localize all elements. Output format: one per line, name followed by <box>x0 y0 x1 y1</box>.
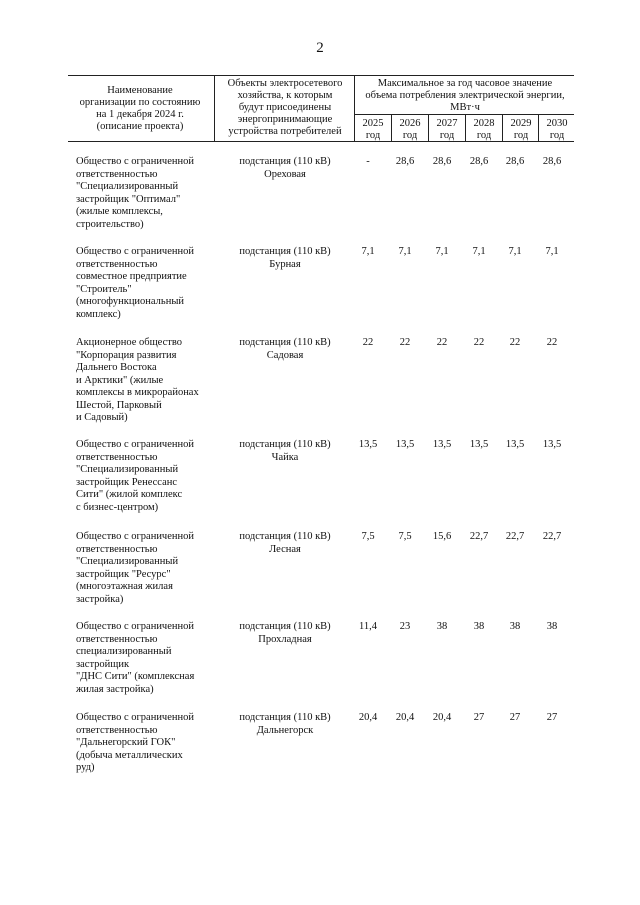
value-cell: 22 <box>436 337 448 348</box>
page-number: 2 <box>316 40 324 56</box>
organization-cell: Общество с ограниченной ответственностью "Специализированный застройщик "Оптимал" (жилые комплексы, строительство) <box>76 156 194 230</box>
value-cell: 27 <box>509 712 521 723</box>
value-cell: 13,5 <box>432 439 452 450</box>
value-cell: 22 <box>546 337 558 348</box>
grid-object-cell: подстанция (110 кВ) Бурная <box>239 246 331 270</box>
header-year: 2025 год <box>362 118 384 141</box>
value-cell: 20,4 <box>395 712 415 723</box>
grid-object-cell: подстанция (110 кВ) Прохладная <box>239 621 331 645</box>
value-cell: 7,1 <box>361 246 375 257</box>
value-cell: 7,1 <box>435 246 449 257</box>
header-organization: Наименование организации по состоянию на 1 декабря 2024 г. (описание проекта) <box>79 85 201 132</box>
value-cell: 38 <box>473 621 485 632</box>
header-year: 2030 год <box>546 118 568 141</box>
value-cell: 13,5 <box>358 439 378 450</box>
value-cell: 7,5 <box>361 531 375 542</box>
value-cell: 28,6 <box>432 156 452 167</box>
organization-cell: Общество с ограниченной ответственностью "Специализированный застройщик Ренессанс Сити" (жилой комплекс с бизнес-центром) <box>76 439 194 513</box>
value-cell: 13,5 <box>395 439 415 450</box>
organization-cell: Общество с ограниченной ответственностью совместное предприятие "Строитель" (многофункциональный комплекс) <box>76 246 194 320</box>
grid-object-cell: подстанция (110 кВ) Чайка <box>239 439 331 463</box>
organization-cell: Акционерное общество "Корпорация развития Дальнего Востока и Арктики" (жилые комплексы в микрорайонах Шестой, Парковый и Садовый) <box>76 337 199 423</box>
value-cell: 20,4 <box>432 712 452 723</box>
value-cell: 13,5 <box>469 439 489 450</box>
table-header <box>68 75 574 142</box>
value-cell: 22 <box>509 337 521 348</box>
header-top-rule <box>68 75 574 76</box>
value-cell: 22 <box>473 337 485 348</box>
value-cell: 7,1 <box>508 246 522 257</box>
value-cell: 22 <box>399 337 411 348</box>
header-year: 2028 год <box>473 118 495 141</box>
header-years-rule <box>354 114 574 115</box>
value-cell: 22 <box>362 337 374 348</box>
value-cell: 28,6 <box>469 156 489 167</box>
value-cell: 38 <box>546 621 558 632</box>
value-cell: 22,7 <box>469 531 489 542</box>
organization-cell: Общество с ограниченной ответственностью "Специализированный застройщик "Ресурс" (многоэтажная жилая застройка) <box>76 531 194 605</box>
value-cell: 23 <box>399 621 411 632</box>
grid-object-cell: подстанция (110 кВ) Ореховая <box>239 156 331 180</box>
value-cell: 38 <box>436 621 448 632</box>
value-cell: 13,5 <box>542 439 562 450</box>
value-cell: 7,5 <box>398 531 412 542</box>
value-cell: 13,5 <box>505 439 525 450</box>
value-cell: 27 <box>473 712 485 723</box>
value-cell: 38 <box>509 621 521 632</box>
value-cell: - <box>366 156 370 167</box>
header-divider <box>214 75 215 142</box>
header-grid-object: Объекты электросетевого хозяйства, к которым будут присоединены энергопринимающие устройства потребителей <box>227 78 343 137</box>
grid-object-cell: подстанция (110 кВ) Садовая <box>239 337 331 361</box>
value-cell: 15,6 <box>432 531 452 542</box>
header-year: 2029 год <box>510 118 532 141</box>
value-cell: 11,4 <box>359 621 377 632</box>
value-cell: 22,7 <box>505 531 525 542</box>
organization-cell: Общество с ограниченной ответственностью "Дальнегорский ГОК" (добыча металлических руд) <box>76 712 194 773</box>
header-year: 2027 год <box>436 118 458 141</box>
organization-cell: Общество с ограниченной ответственностью специализированный застройщик "ДНС Сити" (комплексная жилая застройка) <box>76 621 195 695</box>
value-cell: 20,4 <box>358 712 378 723</box>
value-cell: 7,1 <box>545 246 559 257</box>
header-max-consumption: Максимальное за год часовое значение объема потребления электрической энергии, МВт·ч <box>365 78 565 113</box>
header-year: 2026 год <box>399 118 421 141</box>
value-cell: 7,1 <box>472 246 486 257</box>
value-cell: 28,6 <box>395 156 415 167</box>
value-cell: 7,1 <box>398 246 412 257</box>
grid-object-cell: подстанция (110 кВ) Дальнегорск <box>239 712 331 736</box>
value-cell: 22,7 <box>542 531 562 542</box>
value-cell: 27 <box>546 712 558 723</box>
value-cell: 28,6 <box>542 156 562 167</box>
value-cell: 28,6 <box>505 156 525 167</box>
grid-object-cell: подстанция (110 кВ) Лесная <box>239 531 331 555</box>
